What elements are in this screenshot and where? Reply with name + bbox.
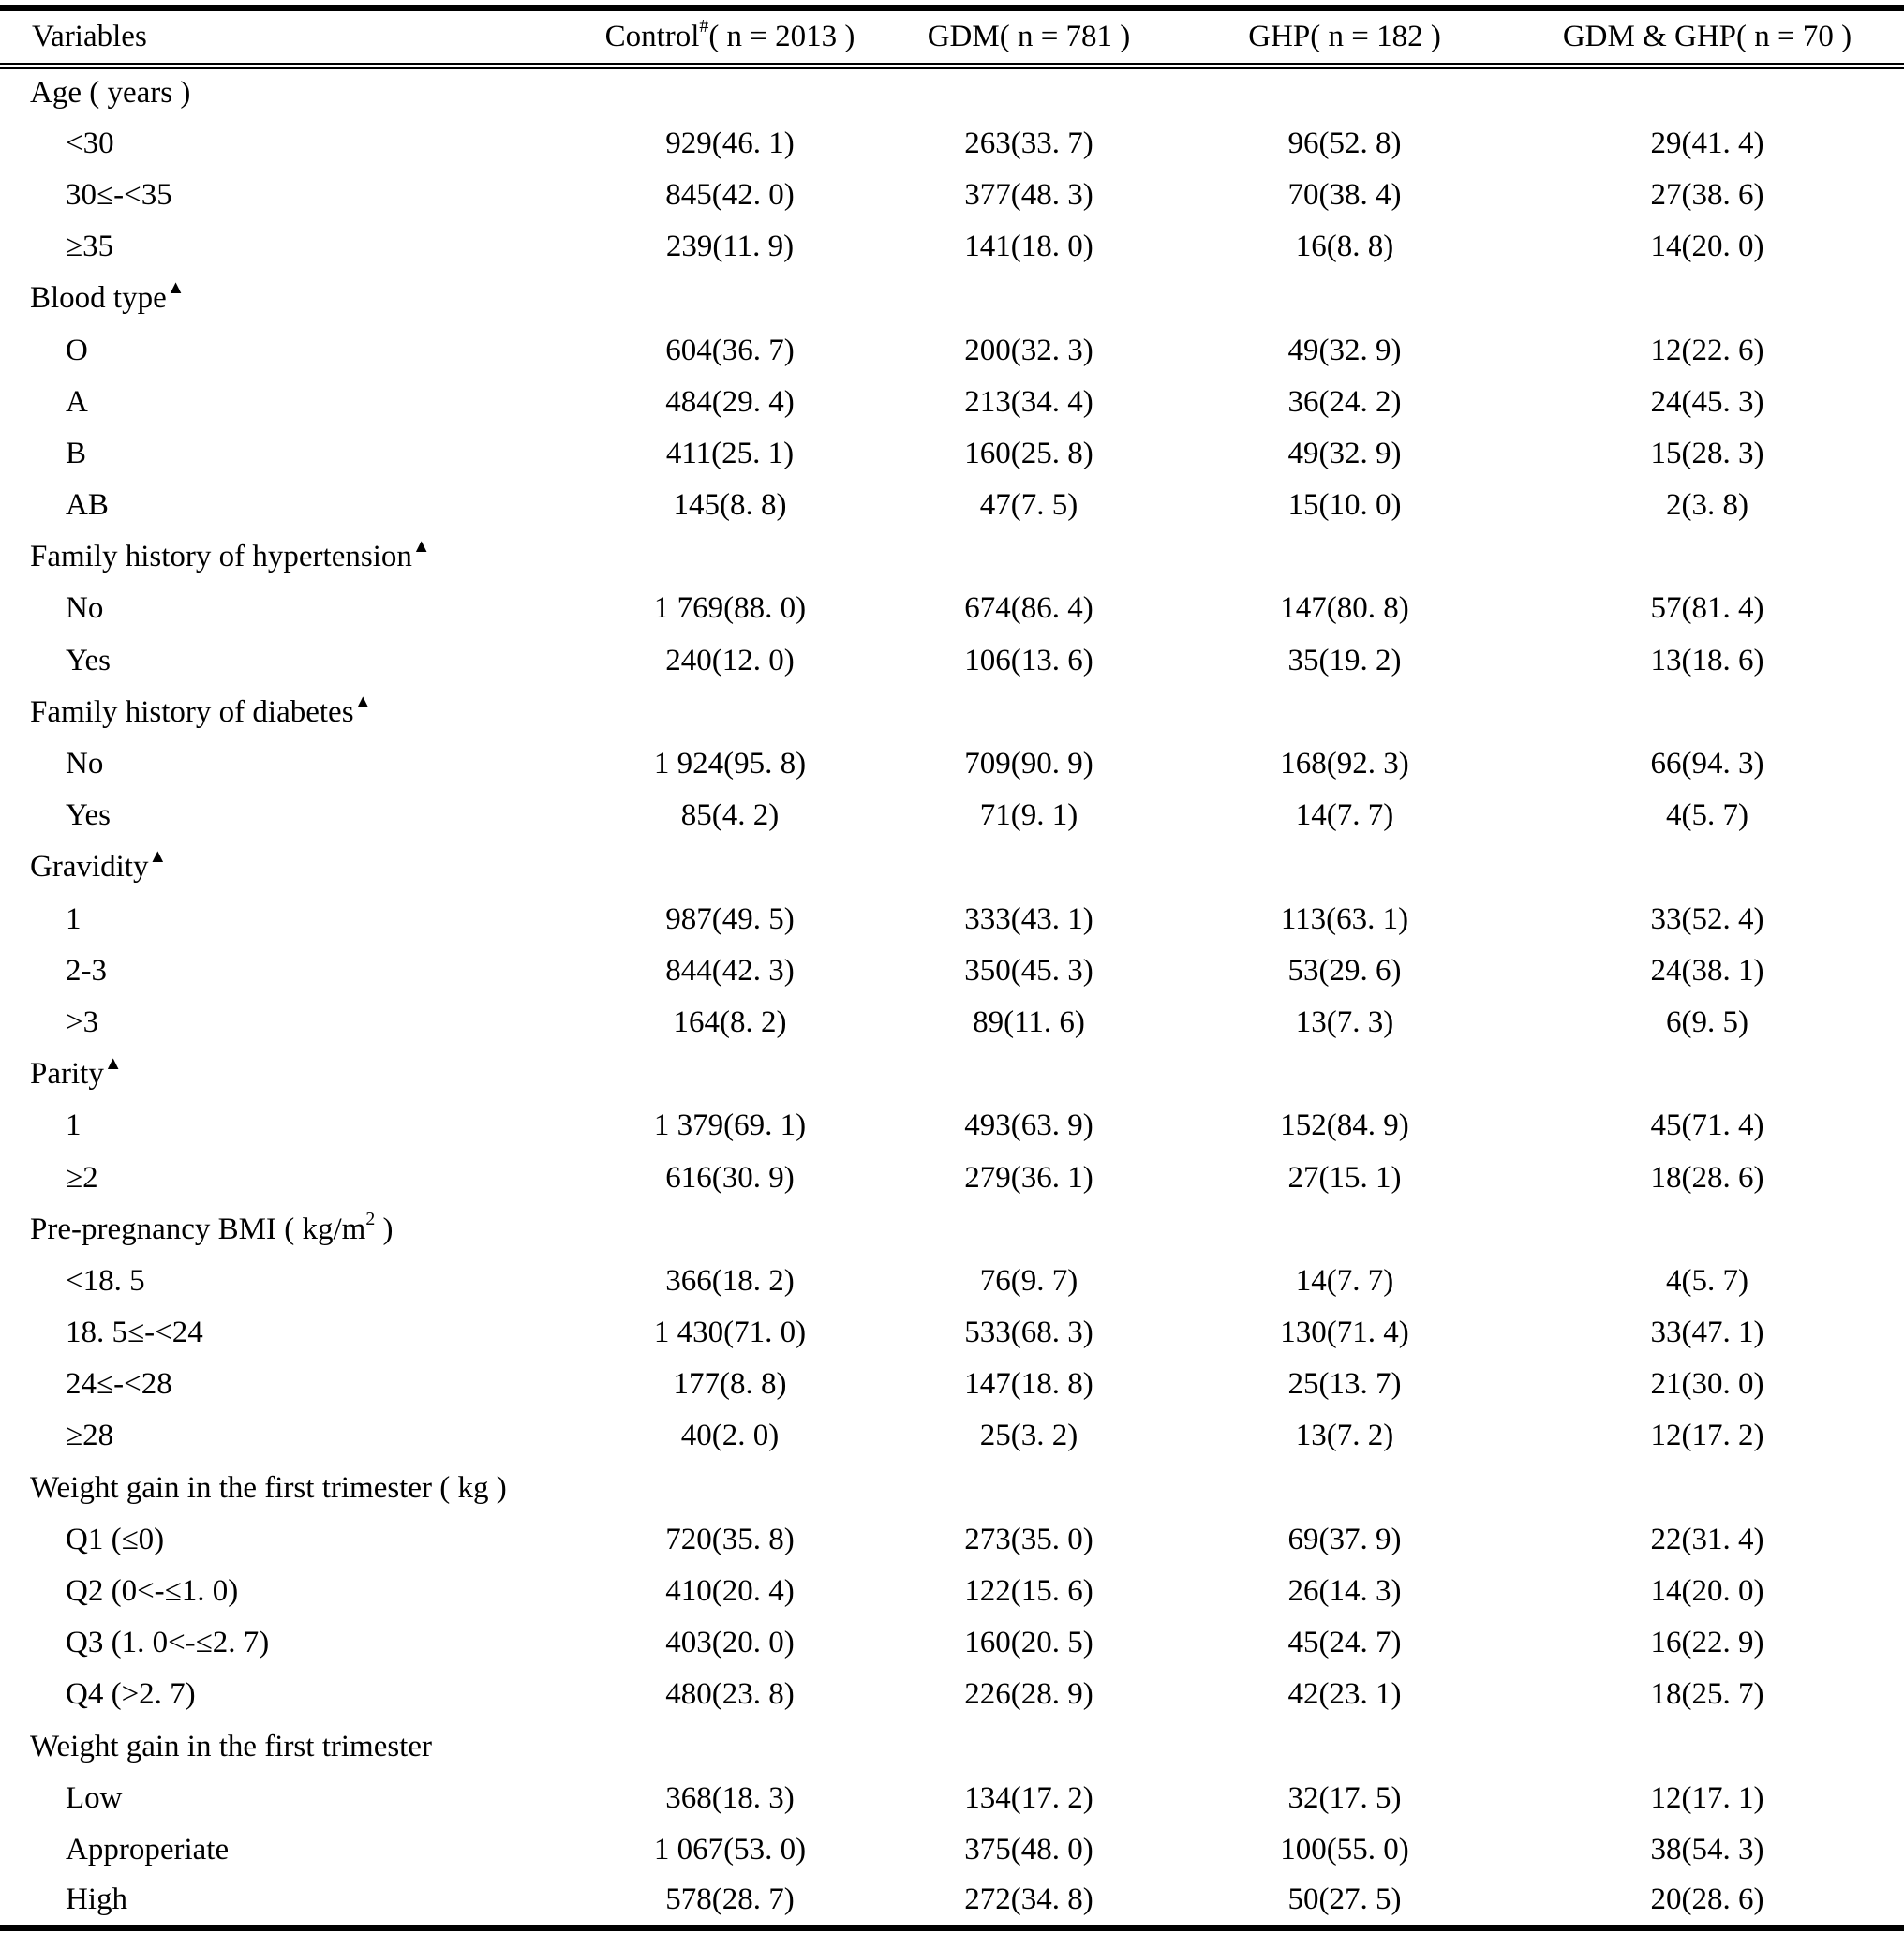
cell-value: 47(7. 5)	[979, 488, 1078, 523]
cell-value: 168(92. 3)	[1280, 747, 1409, 781]
variable-label: ≥35	[66, 230, 114, 264]
cell-value	[1179, 531, 1510, 583]
cell-value: 25(13. 7)	[1287, 1367, 1402, 1402]
data-row	[0, 635, 1904, 687]
cell-value	[1510, 687, 1904, 738]
variable-label: 30≤-<35	[66, 177, 172, 212]
cell-value: 29(41. 4)	[1650, 126, 1764, 160]
data-row	[0, 1514, 1904, 1566]
variable-label: Q1 (≤0)	[66, 1522, 165, 1556]
cell-value: 18(25. 7)	[1650, 1677, 1764, 1712]
data-row	[0, 1410, 1904, 1462]
cell-value: 16(8. 8)	[1295, 230, 1394, 264]
data-row	[0, 1256, 1904, 1307]
data-row	[0, 1100, 1904, 1152]
cell-value: 38(54. 3)	[1650, 1832, 1764, 1867]
cell-value	[1510, 1204, 1904, 1256]
cell-value: 49(32. 9)	[1287, 333, 1402, 367]
cell-value: 12(17. 2)	[1650, 1419, 1764, 1453]
cell-value: 377(48. 3)	[964, 177, 1093, 212]
variable-group-label: Parity▲	[30, 1053, 123, 1092]
cell-value	[1510, 531, 1904, 583]
cell-value: 480(23. 8)	[665, 1677, 795, 1712]
cell-value: 2(3. 8)	[1666, 488, 1748, 523]
cell-value: 14(20. 0)	[1650, 1574, 1764, 1609]
cell-value: 160(20. 5)	[964, 1626, 1093, 1660]
cell-value: 18(28. 6)	[1650, 1160, 1764, 1195]
cell-value	[581, 67, 879, 118]
cell-value: 147(80. 8)	[1280, 591, 1409, 626]
section-row	[0, 1049, 1904, 1100]
cell-value	[879, 67, 1179, 118]
cell-value: 22(31. 4)	[1650, 1522, 1764, 1556]
cell-value: 130(71. 4)	[1280, 1316, 1409, 1350]
cell-value: 272(34. 8)	[964, 1882, 1093, 1917]
cell-value: 42(23. 1)	[1287, 1677, 1402, 1712]
cell-value: 411(25. 1)	[665, 436, 795, 470]
cell-value	[1179, 1049, 1510, 1100]
cell-value: 164(8. 2)	[673, 1004, 787, 1039]
data-row	[0, 1566, 1904, 1617]
cell-value: 929(46. 1)	[665, 126, 795, 160]
cell-value: 709(90. 9)	[964, 747, 1093, 781]
data-row	[0, 428, 1904, 480]
cell-value: 145(8. 8)	[673, 488, 787, 523]
variable-label: ≥2	[66, 1160, 98, 1195]
superscript-marker: 2	[365, 1208, 376, 1229]
variable-label: <30	[66, 126, 114, 160]
col-header-ghp-label: GHP	[1248, 20, 1311, 53]
cell-value	[879, 531, 1179, 583]
cell-value	[581, 1463, 879, 1514]
cell-value	[1179, 1721, 1510, 1773]
cell-value: 410(20. 4)	[665, 1574, 795, 1609]
cell-value: 1 769(88. 0)	[653, 591, 807, 626]
cell-value	[1510, 1721, 1904, 1773]
cell-value: 533(68. 3)	[964, 1316, 1093, 1350]
cell-value: 375(48. 0)	[964, 1832, 1093, 1867]
cell-value: 263(33. 7)	[964, 126, 1093, 160]
cell-value: 213(34. 4)	[964, 384, 1093, 419]
cell-value: 14(20. 0)	[1650, 230, 1764, 264]
data-row	[0, 1876, 1904, 1927]
cell-value	[879, 687, 1179, 738]
cell-value: 69(37. 9)	[1287, 1522, 1402, 1556]
cell-value: 13(7. 3)	[1295, 1004, 1394, 1039]
cell-value: 226(28. 9)	[964, 1677, 1093, 1712]
cell-value	[879, 1463, 1179, 1514]
col-header-gdm-ghp: GDM & GHP( n = 70 )	[1510, 8, 1904, 67]
variable-group-label: Age ( years )	[30, 76, 191, 111]
data-row	[0, 1773, 1904, 1824]
cell-value: 14(7. 7)	[1295, 1263, 1394, 1298]
cell-value: 35(19. 2)	[1287, 643, 1402, 677]
cell-value: 200(32. 3)	[964, 333, 1093, 367]
cell-value: 6(9. 5)	[1666, 1004, 1748, 1039]
cell-value: 12(22. 6)	[1650, 333, 1764, 367]
cell-value: 53(29. 6)	[1287, 953, 1402, 988]
cell-value: 4(5. 7)	[1666, 798, 1748, 833]
superscript-marker: ▲	[166, 277, 186, 299]
cell-value: 239(11. 9)	[665, 230, 795, 264]
cell-value: 152(84. 9)	[1280, 1108, 1409, 1143]
cell-value: 100(55. 0)	[1280, 1832, 1409, 1867]
variable-label: B	[66, 436, 87, 470]
variable-group-label: Weight gain in the first trimester	[30, 1729, 432, 1763]
cell-value: 177(8. 8)	[673, 1367, 787, 1402]
data-row	[0, 377, 1904, 428]
cell-value: 273(35. 0)	[964, 1522, 1093, 1556]
cell-value: 33(52. 4)	[1650, 901, 1764, 936]
cell-value: 66(94. 3)	[1650, 747, 1764, 781]
cell-value: 333(43. 1)	[964, 901, 1093, 936]
data-row	[0, 894, 1904, 945]
variable-label: 2-3	[66, 953, 107, 988]
section-row	[0, 273, 1904, 324]
data-row	[0, 118, 1904, 170]
cell-value: 70(38. 4)	[1287, 177, 1402, 212]
cell-value: 366(18. 2)	[665, 1263, 795, 1298]
header-row	[0, 8, 1904, 67]
col-header-control: Control#( n = 2013 )	[581, 8, 879, 67]
cell-value: 89(11. 6)	[973, 1004, 1085, 1039]
cell-value: 27(15. 1)	[1287, 1160, 1402, 1195]
cell-value: 32(17. 5)	[1287, 1780, 1402, 1815]
variable-label: AB	[66, 488, 109, 523]
cell-value	[581, 273, 879, 324]
cell-value: 160(25. 8)	[964, 436, 1093, 470]
data-row	[0, 170, 1904, 221]
cell-value	[879, 1204, 1179, 1256]
superscript-marker: ▲	[411, 536, 431, 558]
cell-value: 49(32. 9)	[1287, 436, 1402, 470]
col-header-gdm: GDM( n = 781 )	[879, 8, 1179, 67]
cell-value: 40(2. 0)	[680, 1419, 780, 1453]
col-header-gdm-ghp-label: GDM & GHP	[1562, 20, 1737, 53]
cell-value: 36(24. 2)	[1287, 384, 1402, 419]
section-row	[0, 531, 1904, 583]
cell-value: 13(7. 2)	[1295, 1419, 1394, 1453]
cell-value: 845(42. 0)	[665, 177, 795, 212]
data-row	[0, 1307, 1904, 1359]
data-row	[0, 997, 1904, 1049]
cell-value: 15(28. 3)	[1650, 436, 1764, 470]
cell-value: 4(5. 7)	[1666, 1263, 1748, 1298]
cell-value: 26(14. 3)	[1287, 1574, 1402, 1609]
cell-value: 604(36. 7)	[665, 333, 795, 367]
variable-label: Q3 (1. 0<-≤2. 7)	[66, 1626, 270, 1660]
cell-value	[879, 1049, 1179, 1100]
cell-value: 368(18. 3)	[665, 1780, 795, 1815]
cell-value: 85(4. 2)	[680, 798, 780, 833]
col-header-variables	[0, 8, 581, 67]
variable-group-label: Family history of hypertension▲	[30, 536, 431, 574]
variable-label: Low	[66, 1780, 123, 1815]
cell-value	[581, 531, 879, 583]
cell-value: 20(28. 6)	[1650, 1882, 1764, 1917]
cell-value: 12(17. 1)	[1650, 1780, 1764, 1815]
cell-value	[1510, 1463, 1904, 1514]
cell-value: 24(38. 1)	[1650, 953, 1764, 988]
data-row	[0, 1359, 1904, 1410]
data-row	[0, 583, 1904, 634]
cell-value	[879, 1721, 1179, 1773]
cell-value	[879, 273, 1179, 324]
cell-value	[1510, 273, 1904, 324]
cell-value: 1 067(53. 0)	[653, 1832, 807, 1867]
cell-value: 141(18. 0)	[964, 230, 1093, 264]
data-row	[0, 790, 1904, 841]
cell-value	[1179, 687, 1510, 738]
data-row	[0, 945, 1904, 997]
data-row	[0, 1617, 1904, 1669]
cell-value: 987(49. 5)	[665, 901, 795, 936]
cell-value: 1 430(71. 0)	[653, 1316, 807, 1350]
variable-label: High	[66, 1882, 127, 1917]
superscript-marker: ▲	[103, 1053, 123, 1075]
cell-value: 720(35. 8)	[665, 1522, 795, 1556]
cell-value	[1179, 273, 1510, 324]
cell-value	[1179, 1463, 1510, 1514]
cell-value: 674(86. 4)	[964, 591, 1093, 626]
variable-label: 1	[66, 901, 82, 936]
cell-value: 33(47. 1)	[1650, 1316, 1764, 1350]
variable-label: 24≤-<28	[66, 1367, 172, 1402]
variable-group-label: Pre-pregnancy BMI ( $kg/m^2$ )	[30, 1208, 394, 1246]
superscript-marker: ▲	[148, 846, 168, 868]
data-row	[0, 221, 1904, 273]
cell-value: 403(20. 0)	[665, 1626, 795, 1660]
variable-label: Yes	[66, 798, 112, 833]
variable-group-label: Weight gain in the first trimester ( kg )	[30, 1470, 507, 1505]
cell-value: 14(7. 7)	[1295, 798, 1394, 833]
cell-value: 1 379(69. 1)	[653, 1108, 807, 1143]
section-row	[0, 1204, 1904, 1256]
cell-value: 350(45. 3)	[964, 953, 1093, 988]
variable-label: Approperiate	[66, 1832, 230, 1867]
variable-label: Q2 (0<-≤1. 0)	[66, 1574, 239, 1609]
data-row	[0, 1824, 1904, 1876]
cell-value	[581, 1049, 879, 1100]
variable-group-label: Gravidity▲	[30, 846, 168, 885]
variable-label: O	[66, 333, 88, 367]
variable-group-label: Blood type▲	[30, 277, 186, 316]
cell-value: 16(22. 9)	[1650, 1626, 1764, 1660]
cell-value	[1510, 67, 1904, 118]
cell-value	[879, 841, 1179, 893]
cell-value: 57(81. 4)	[1650, 591, 1764, 626]
table-body	[0, 67, 1904, 1928]
cell-value: 71(9. 1)	[979, 798, 1078, 833]
cell-value: 578(28. 7)	[665, 1882, 795, 1917]
data-row	[0, 324, 1904, 376]
variable-label: 18. 5≤-<24	[66, 1316, 203, 1350]
col-header-ghp: GHP( n = 182 )	[1179, 8, 1510, 67]
variable-label: 1	[66, 1108, 82, 1143]
cell-value	[1179, 841, 1510, 893]
data-row	[0, 480, 1904, 531]
cell-value	[1179, 67, 1510, 118]
variable-label: ≥28	[66, 1419, 114, 1453]
col-header-control-label: Control	[604, 20, 700, 53]
variable-label: A	[66, 384, 88, 419]
table-header	[0, 8, 1904, 67]
cell-value	[1510, 841, 1904, 893]
cell-value: 45(24. 7)	[1287, 1626, 1402, 1660]
cell-value: 50(27. 5)	[1287, 1882, 1402, 1917]
cell-value: 76(9. 7)	[979, 1263, 1078, 1298]
cell-value: 134(17. 2)	[964, 1780, 1093, 1815]
cell-value: 96(52. 8)	[1287, 126, 1402, 160]
cell-value: 45(71. 4)	[1650, 1108, 1764, 1143]
section-row	[0, 1721, 1904, 1773]
section-row	[0, 841, 1904, 893]
col-header-gdm-label: GDM	[927, 20, 1000, 53]
data-row	[0, 1669, 1904, 1720]
variable-group-label: Family history of diabetes▲	[30, 691, 373, 729]
section-row	[0, 1463, 1904, 1514]
variable-label: <18. 5	[66, 1263, 145, 1298]
cell-value	[1510, 1049, 1904, 1100]
cell-value	[581, 1204, 879, 1256]
variable-label: No	[66, 591, 104, 626]
cell-value: 240(12. 0)	[665, 643, 795, 677]
superscript-marker: #	[699, 16, 709, 37]
cell-value	[581, 1721, 879, 1773]
cell-value: 25(3. 2)	[979, 1419, 1078, 1453]
section-row	[0, 67, 1904, 118]
cell-value: 493(63. 9)	[964, 1108, 1093, 1143]
cell-value: 1 924(95. 8)	[653, 747, 807, 781]
variable-label: Q4 (>2. 7)	[66, 1677, 196, 1712]
cell-value: 484(29. 4)	[665, 384, 795, 419]
cell-value: 122(15. 6)	[964, 1574, 1093, 1609]
section-row	[0, 687, 1904, 738]
cell-value: 279(36. 1)	[964, 1160, 1093, 1195]
cell-value	[581, 687, 879, 738]
variable-label: No	[66, 747, 104, 781]
data-row	[0, 1152, 1904, 1203]
superscript-marker: ▲	[353, 691, 373, 712]
baseline-characteristics-table	[0, 5, 1904, 1931]
cell-value: 15(10. 0)	[1287, 488, 1402, 523]
cell-value: 106(13. 6)	[964, 643, 1093, 677]
col-header-variables-label: Variables	[32, 20, 147, 53]
cell-value: 147(18. 8)	[964, 1367, 1093, 1402]
cell-value: 844(42. 3)	[665, 953, 795, 988]
data-row	[0, 738, 1904, 790]
cell-value: 113(63. 1)	[1280, 901, 1409, 936]
cell-value	[581, 841, 879, 893]
cell-value: 21(30. 0)	[1650, 1367, 1764, 1402]
cell-value	[1179, 1204, 1510, 1256]
cell-value: 27(38. 6)	[1650, 177, 1764, 212]
cell-value: 24(45. 3)	[1650, 384, 1764, 419]
variable-label: Yes	[66, 643, 112, 677]
cell-value: 616(30. 9)	[665, 1160, 795, 1195]
variable-label: >3	[66, 1004, 99, 1039]
cell-value: 13(18. 6)	[1650, 643, 1764, 677]
